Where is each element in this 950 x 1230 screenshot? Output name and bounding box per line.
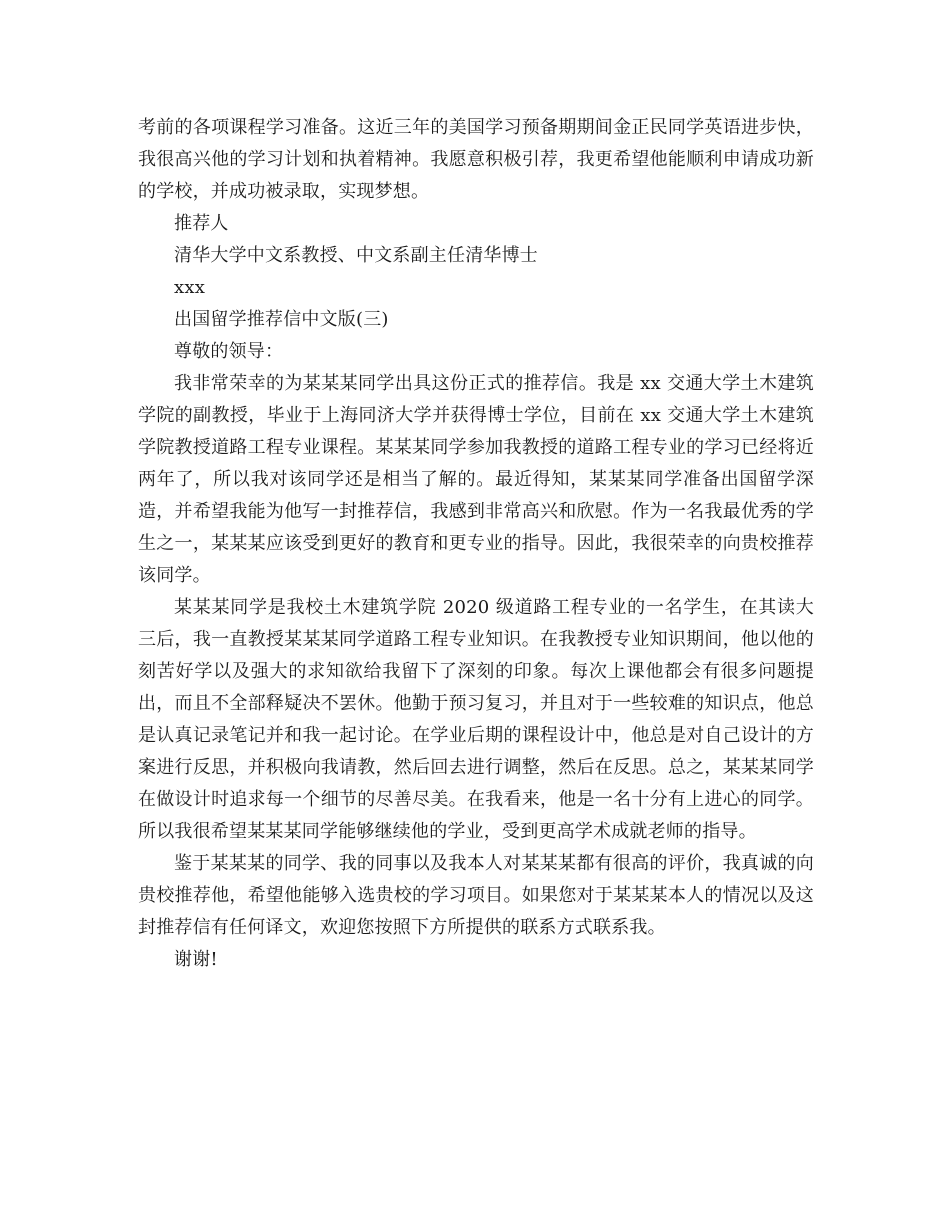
recommender-name: xxx [174,277,206,298]
recommender-label: 推荐人 [174,213,229,234]
paragraph-introduction: 我非常荣幸的为某某某同学出具这份正式的推荐信。我是 xx 交通大学土木建筑学院的副教授，毕业于上海同济大学并获得博士学位，目前在 xx 交通大学土木建筑学院教授道路工程专业课程。某某某同学参加我教授的道路工程专业的学习已经将近两年了，所以我对该同学还是相当了解的。最近得知，某某某同学准备出国留学深造，并希望我能为他写一封推荐信，我感到非常高兴和欣慰。作为一名我最优秀的学生之一，某某某应该受到更好的教育和更专业的指导。因此，我很荣幸的向贵校推荐该同学。 [138,373,814,586]
paragraph-recommendation: 鉴于某某某的同学、我的同事以及我本人对某某某都有很高的评价，我真诚的向贵校推荐他，希望他能够入选贵校的学习项目。如果您对于某某某本人的情况以及这封推荐信有任何译文，欢迎您按照下方所提供的联系方式联系我。 [138,853,814,938]
paragraph-continuation: 考前的各项课程学习准备。这近三年的美国学习预备期期间金正民同学英语进步快，我很高兴他的学习计划和执着精神。我愿意积极引荐，我更希望他能顺利申请成功新的学校，并成功被录取，实现梦想。 [138,117,814,202]
paragraph-student-description: 某某某同学是我校土木建筑学院 2020 级道路工程专业的一名学生，在其读大三后，我一直教授某某某同学道路工程专业知识。在我教授专业知识期间，他以他的刻苦好学以及强大的求知欲给我留下了深刻的印象。每次上课他都会有很多问题提出，而且不全部释疑决不罢休。他勤于预习复习，并且对于一些较难的知识点，他总是认真记录笔记并和我一起讨论。在学业后期的课程设计中，他总是对自己设计的方案进行反思，并积极向我请教，然后回去进行调整，然后在反思。总之，某某某同学在做设计时追求每一个细节的尽善尽美。在我看来，他是一名十分有上进心的同学。所以我很希望某某某同学能够继续他的学业，受到更高学术成就老师的指导。 [138,597,814,842]
closing: 谢谢! [174,949,218,970]
document-body [138,112,814,976]
section-title: 出国留学推荐信中文版(三) [174,309,389,330]
recommender-title: 清华大学中文系教授、中文系副主任清华博士 [174,245,538,266]
salutation: 尊敬的领导： [174,341,284,362]
